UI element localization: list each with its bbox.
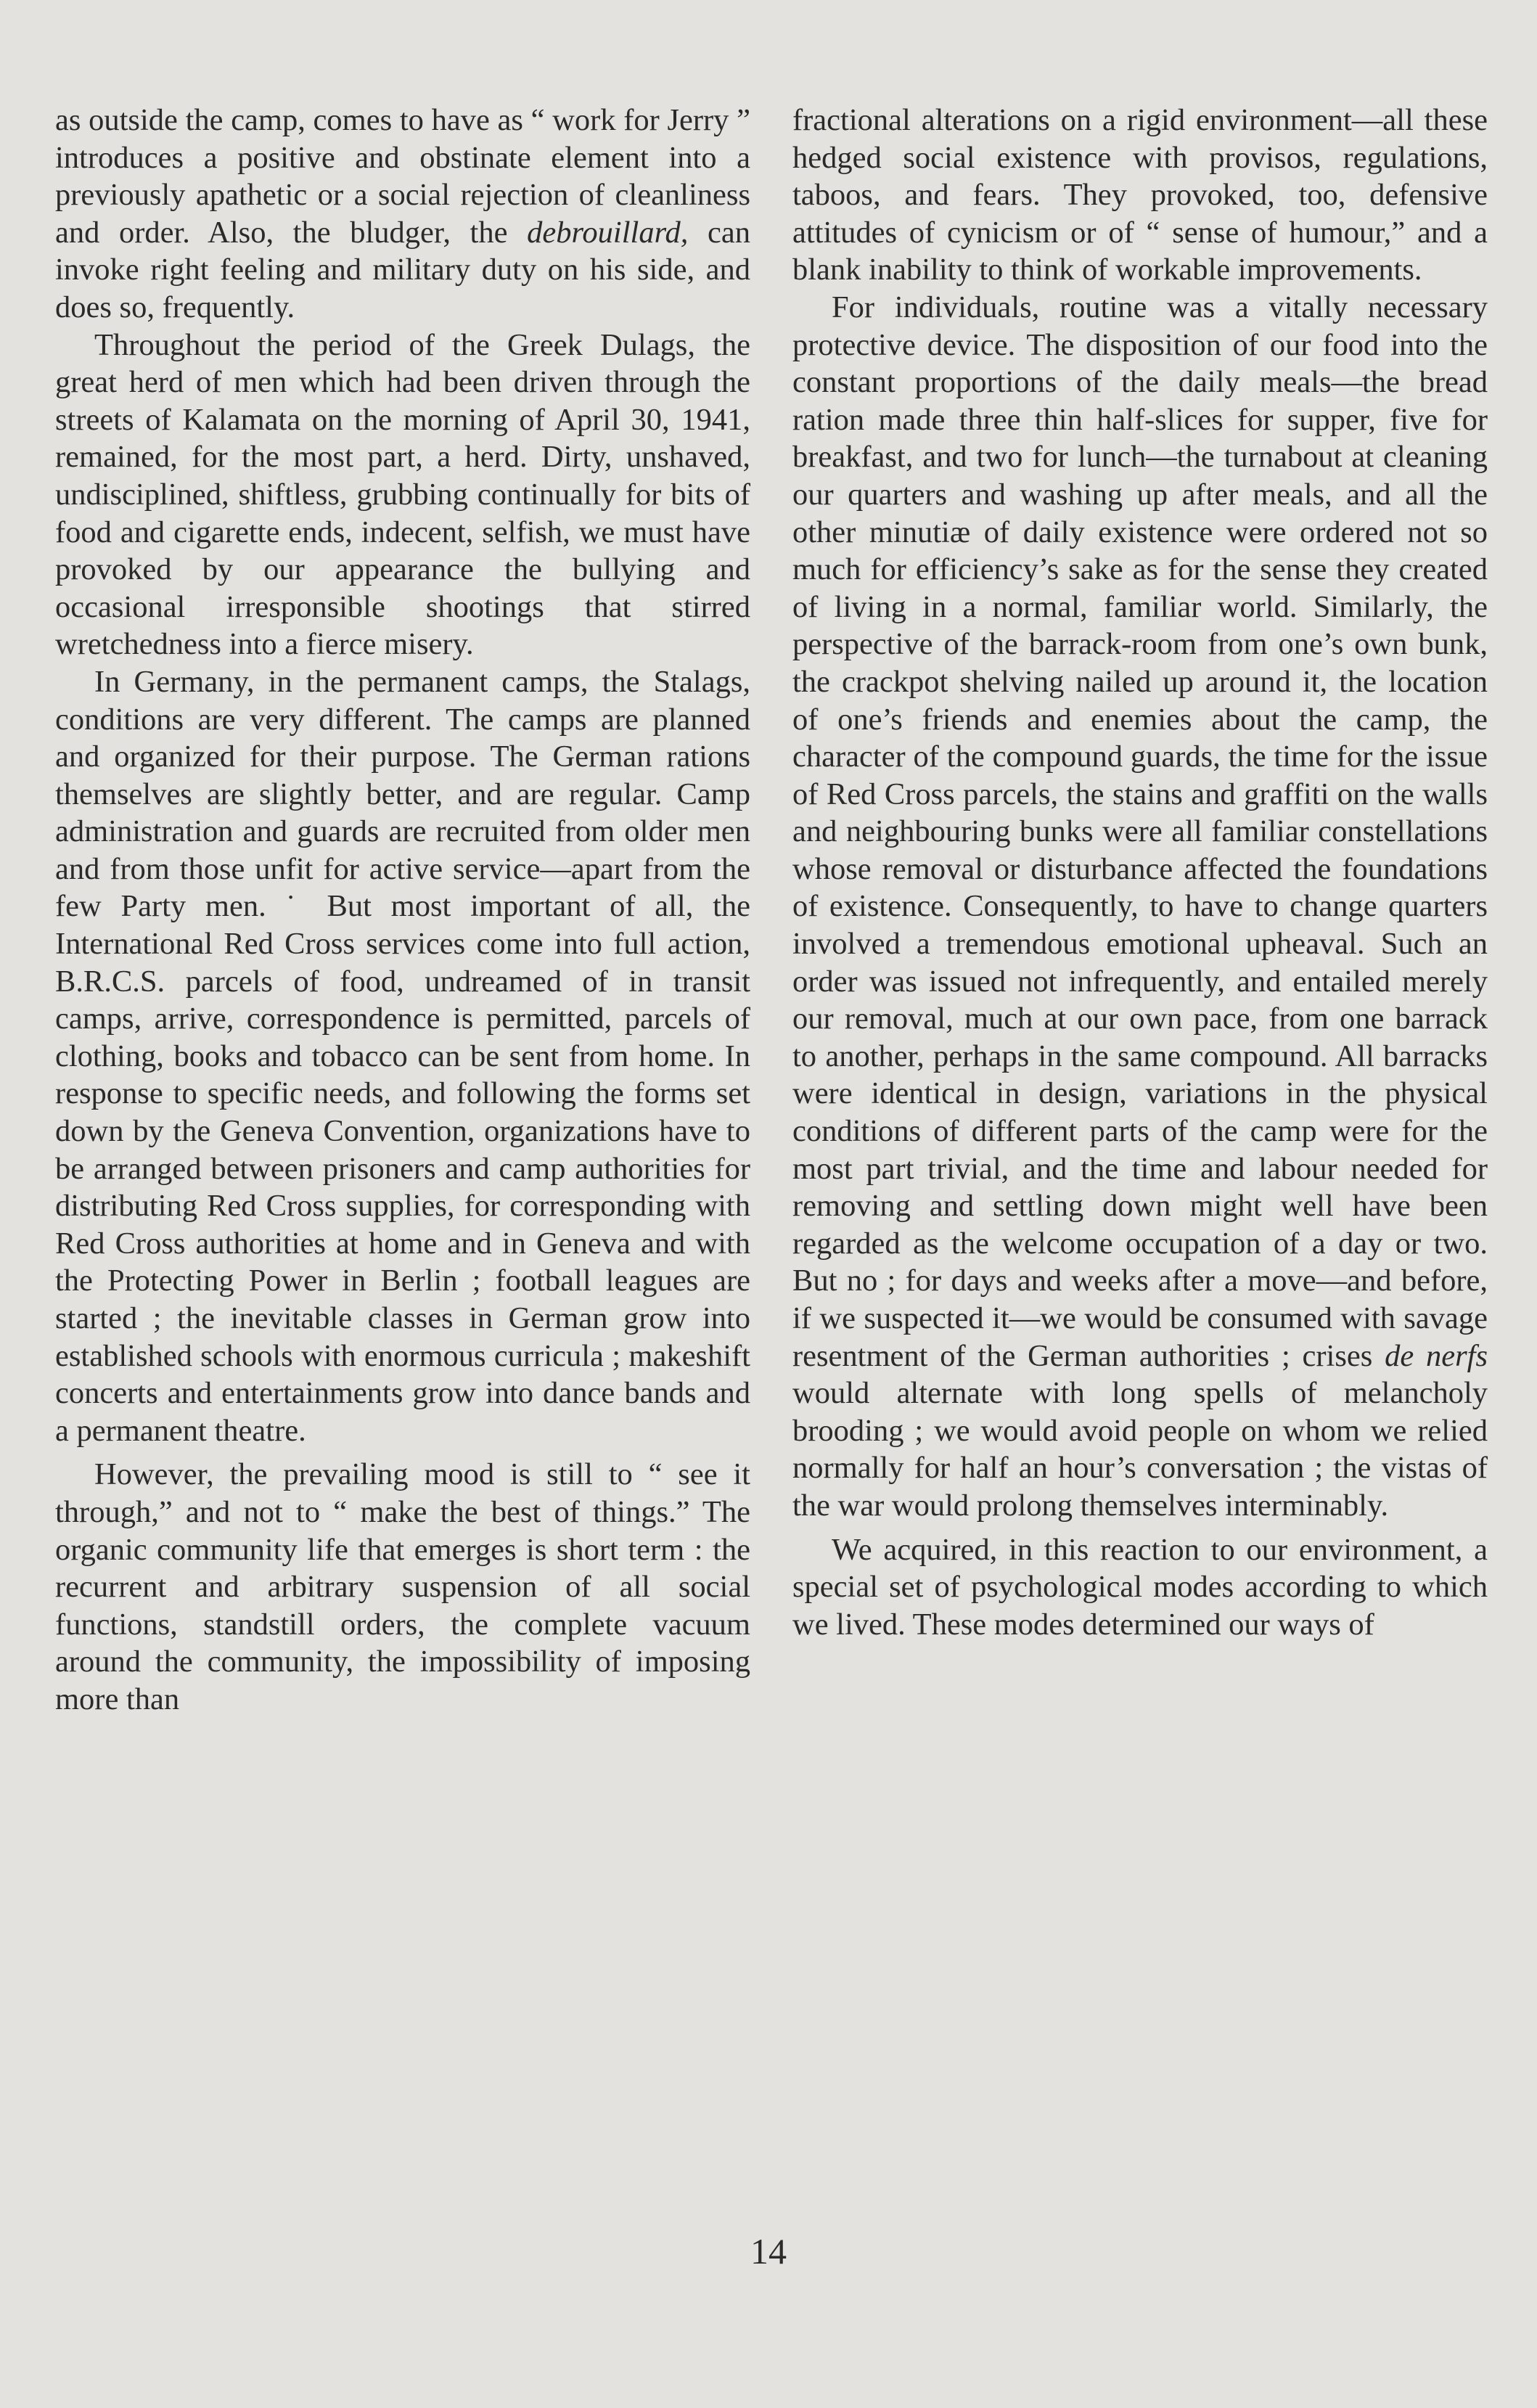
left-column <box>55 102 750 1719</box>
page-number: 14 <box>750 2231 787 2272</box>
paragraph: We acquired, in this reaction to our environment, a special set of psychological modes according to which we lived. These modes determined our ways of <box>792 1532 1488 1642</box>
right-column <box>792 102 1488 1643</box>
paragraph: However, the prevailing mood is still to “ see it through,” and not to “ make the best of things.” The organic community life that emerges is short term : the recurrent and arbitrary suspension of all social functions, standstill orders, the complete vacuum around the community, the impossibility of imposing more than <box>55 1457 750 1716</box>
italic-term: de nerfs <box>1385 1338 1488 1373</box>
paragraph: fractional alterations on a rigid environment—all these hedged social existence with provisos, regulations, taboos, and fears. They provoked, too, defensive attitudes of cynicism or of “ sense of humour,” and a blank inability to think of workable improvements. <box>792 103 1488 287</box>
paragraph: In Germany, in the permanent camps, the Stalags, conditions are very different. The camps are planned and organized for their purpose. The German rations themselves are slightly better, and are regular. Camp administration and guards are recruited from older men and from those unfit for active service—apart from the few Party men. ˙ But most important of all, the International Red Cross services come into full action, B.R.C.S. parcels of food, undreamed of in transit camps, arrive, correspondence is permitted, parcels of clothing, books and tobacco can be sent from home. In response to specific needs, and following the forms set down by the Geneva Convention, organizations have to be arranged between prisoners and camp authorities for distributing Red Cross supplies, for corresponding with Red Cross authorities at home and in Geneva and with the Protecting Power in Berlin ; football leagues are started ; the inevitable classes in German grow into established schools with enormous curricula ; makeshift concerts and entertainments grow into dance bands and a permanent theatre. <box>55 664 750 1448</box>
italic-term: debrouillard, <box>527 215 689 250</box>
paragraph: Throughout the period of the Greek Dulags, the great herd of men which had been driven through the streets of Kalamata on the morning of April 30, 1941, remained, for the most part, a herd. Dirty, unshaved, undisciplined, shiftless, grubbing continually for bits of food and cigarette ends, indecent, selfish, we must have provoked by our appearance the bullying and occasional irresponsible shootings that stirred wretchedness into a fierce misery. <box>55 327 750 662</box>
paragraph: For individuals, routine was a vitally necessary protective device. The disposition of our food into the constant proportions of the daily meals—the bread ration made three thin half-slices for supper, five for breakfast, and two for lunch—the turnabout at cleaning our quarters and washing up after meals, and all the other minutiæ of daily existence were ordered not so much for efficiency’s sake as for the sense they created of living in a normal, familiar world. Similarly, the perspective of the barrack-room from one’s own bunk, the crackpot shelving nailed up around it, the location of one’s friends and enemies about the camp, the character of the compound guards, the time for the issue of Red Cross parcels, the stains and graffiti on the walls and neighbouring bunks were all familiar constellations whose removal or disturbance affected the foundations of existence. Consequently, to have to change quarters involved a tremendous emotional upheaval. Such an order was issued not infrequently, and entailed merely our removal, much at our own pace, from one barrack to another, perhaps in the same compound. All barracks were identical in design, variations in the physical conditions of different parts of the camp were for the most part trivial, and the time and labour needed for removing and settling down might well have been regarded as the welcome occupation of a day or two. But no ; for days and weeks after a move—and before, if we suspected it—we would be consumed with savage resentment of the German authorities ; crises de nerfs would alternate with long spells of melancholy brooding ; we would avoid people on whom we relied normally for half an hour’s conversation ; the vistas of the war would prolong themselves interminably. <box>792 290 1488 1523</box>
paragraph: as outside the camp, comes to have as “ work for Jerry ” introduces a positive and obstinate element into a previously apathetic or a social rejection of cleanliness and order. Also, the bludger, the debrouillard, can invoke right feeling and military duty on his side, and does so, frequently. <box>55 103 751 324</box>
